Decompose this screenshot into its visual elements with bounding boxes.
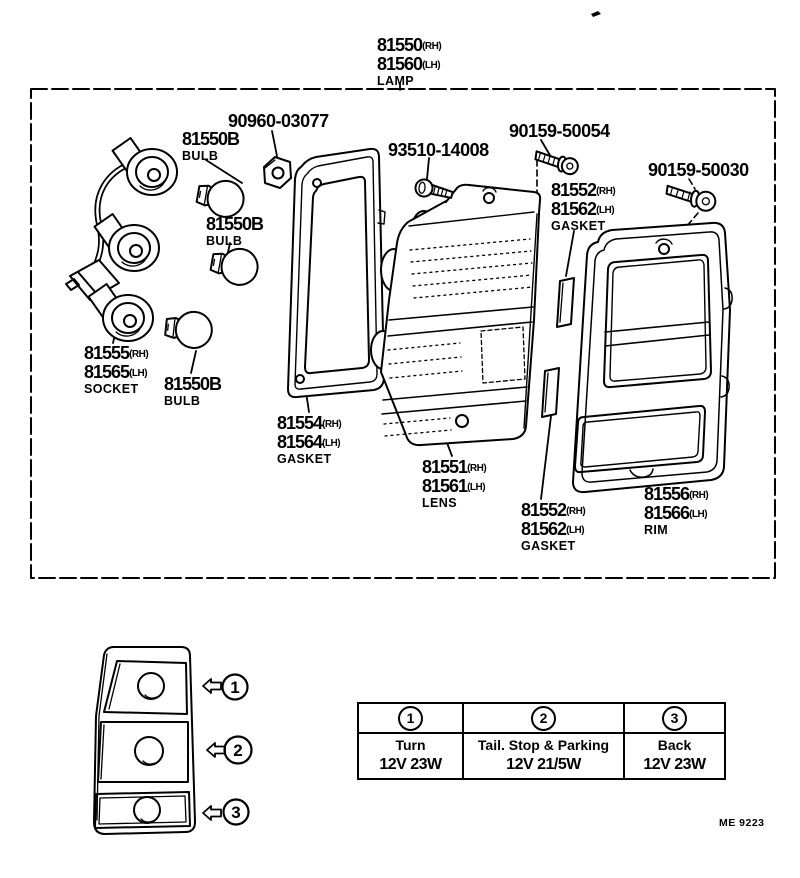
legend-number-1: 1	[230, 678, 240, 697]
lens-drawing	[371, 185, 540, 445]
upper-screw-drawing	[534, 151, 579, 175]
label-rim-screw: 90159-50030	[648, 160, 749, 180]
label-gasket-strip-bottom: 81552(RH) 81562(LH) GASKET	[521, 500, 586, 553]
bulb2-drawing	[209, 244, 261, 287]
spec-cell-back: Back 12V 23W	[624, 733, 725, 779]
spec-cell-tail-stop-parking: Tail. Stop & Parking 12V 21/5W	[463, 733, 624, 779]
spec-header-3	[624, 703, 725, 733]
legend-number-2: 2	[233, 741, 243, 760]
label-gasket-strip-top: 81552(RH) 81562(LH) GASKET	[551, 180, 616, 233]
label-bulb-1: 81550B BULB	[182, 129, 240, 163]
lamp-rear-view-drawing	[94, 647, 195, 834]
circled-number-1: 1	[398, 706, 423, 731]
label-bulb-2: 81550B BULB	[206, 214, 264, 248]
main-gasket-drawing	[288, 149, 386, 397]
circled-number-3: 3	[662, 706, 687, 731]
spec-table-header-row	[358, 703, 725, 733]
socket-harness-drawing	[66, 138, 177, 341]
spec-cell-turn: Turn 12V 23W	[358, 733, 463, 779]
arrow-left-icon	[203, 679, 221, 693]
page-code: ME 9223	[719, 817, 765, 829]
label-bulb-3: 81550B BULB	[164, 374, 222, 408]
gasket-strip-bottom-drawing	[542, 368, 559, 417]
label-rim: 81556(RH) 81566(LH) RIM	[644, 484, 709, 537]
spec-table-data-row	[358, 733, 725, 779]
bulb-spec-table	[357, 702, 726, 780]
legend-arrows	[203, 675, 252, 825]
spec-header-2	[463, 703, 624, 733]
label-socket: 81555(RH) 81565(LH) SOCKET	[84, 343, 149, 396]
rim-drawing	[573, 223, 732, 492]
label-lens: 81551(RH) 81561(LH) LENS	[422, 457, 487, 510]
legend-number-3: 3	[231, 803, 241, 822]
spec-header-1	[358, 703, 463, 733]
socket2	[95, 214, 159, 271]
arrow-left-icon	[203, 806, 221, 820]
ink-speck	[591, 11, 601, 17]
lens-screw-drawing	[415, 179, 454, 200]
label-lens-screw: 93510-14008	[388, 140, 489, 160]
label-upper-screw: 90159-50054	[509, 121, 610, 141]
assembly-title-label: 81550(RH) 81560(LH) LAMP	[377, 35, 442, 88]
rim-screw-drawing	[665, 186, 717, 212]
socket3	[89, 284, 153, 341]
circled-number-2: 2	[531, 706, 556, 731]
label-main-gasket: 81554(RH) 81564(LH) GASKET	[277, 413, 342, 466]
bulb3-drawing	[164, 309, 214, 350]
nut-drawing	[264, 157, 291, 188]
gasket-strip-top-drawing	[557, 278, 574, 327]
arrow-left-icon	[207, 743, 225, 757]
label-nut: 90960-03077	[228, 111, 329, 131]
